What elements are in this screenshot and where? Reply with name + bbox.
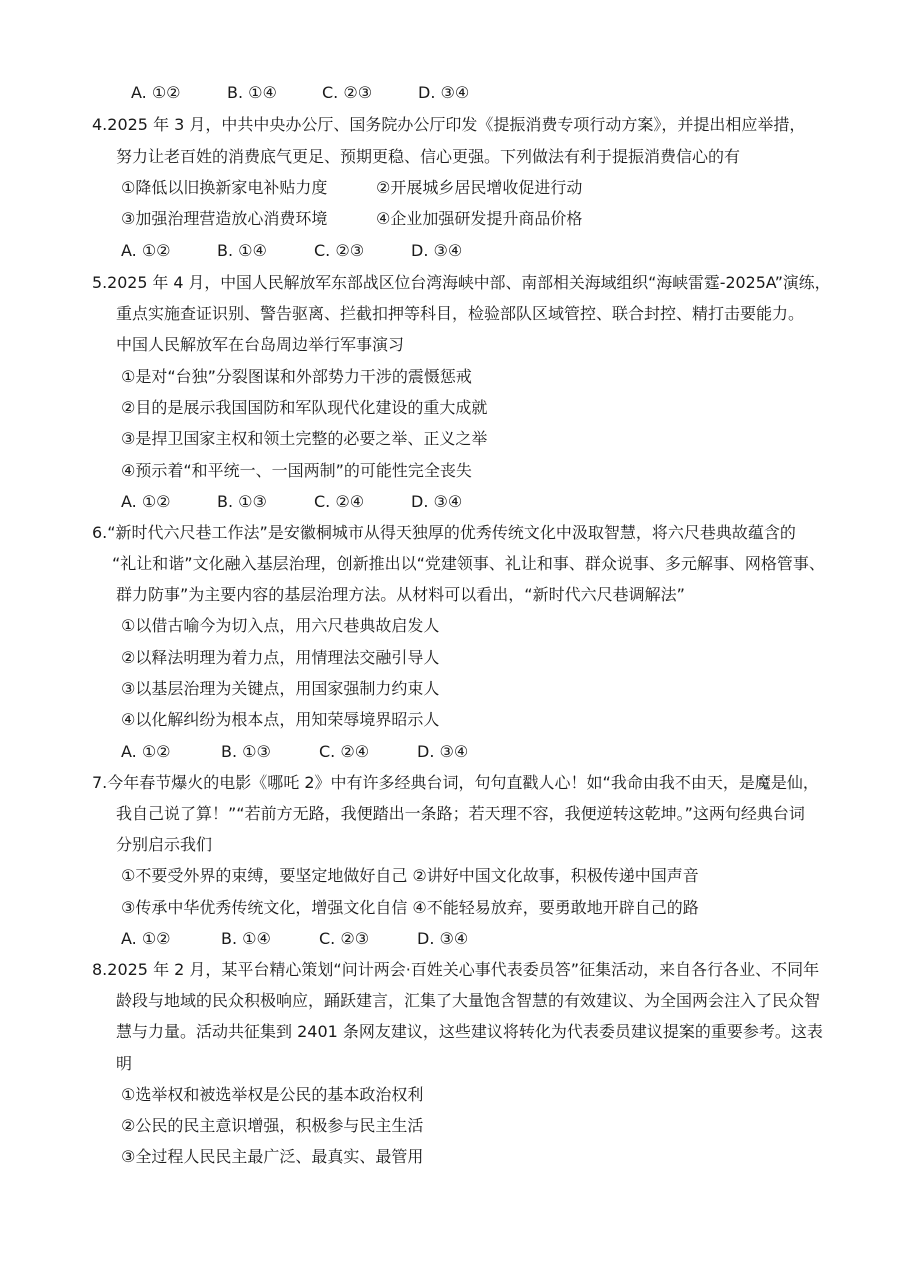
q6-stem-line-2: “礼让和谐”文化融入基层治理，创新推出以“党建领事、礼让和事、群众说事、多元解事、网格管事、 [112,554,825,573]
q7-option-line-2: ③传承中华优秀传统文化，增强文化自信 ④不能轻易放弃，要勇敢地开辟自己的路 [121,898,699,917]
q4-option-3: ③加强治理营造放心消费环境 [121,209,328,228]
q7-answer-c: C. ②③ [319,929,370,948]
q3-answer-b: B. ①④ [227,83,277,102]
q4-stem-line-2: 努力让老百姓的消费底气更足、预期更稳、信心更强。下列做法有利于提振消费信心的有 [116,147,741,166]
q5-answer-b: B. ①③ [217,492,267,511]
q7-stem-line-1: 7.今年春节爆火的电影《哪吒 2》中有许多经典台词，句句直戳人心！如“我命由我不由天，是魔是仙， [92,773,819,792]
q8-stem-line-3: 慧与力量。活动共征集到 2401 条网友建议，这些建议将转化为代表委员建议提案的重要参考。这表 [116,1022,823,1041]
q5-option-1: ①是对“台独”分裂图谋和外部势力干涉的震慑惩戒 [121,367,472,386]
q4-option-4: ④企业加强研发提升商品价格 [376,209,583,228]
q3-answer-d: D. ③④ [418,83,470,102]
q5-stem-line-2: 重点实施查证识别、警告驱离、拦截扣押等科目，检验部队区域管控、联合封控、精打击要能力。 [116,304,805,323]
q4-answer-d: D. ③④ [411,241,463,260]
q6-option-1: ①以借古喻今为切入点，用六尺巷典故启发人 [121,616,440,635]
q7-stem-line-2: 我自己说了算！”“若前方无路，我便踏出一条路；若天理不容，我便逆转这乾坤。”这两句经典台词 [116,804,805,823]
q5-option-2: ②目的是展示我国国防和军队现代化建设的重大成就 [121,398,488,417]
q8-option-1: ①选举权和被选举权是公民的基本政治权利 [121,1085,424,1104]
q7-answer-d: D. ③④ [417,929,469,948]
q6-answer-c: C. ②④ [319,742,370,761]
q4-answer-a: A. ①② [121,241,171,260]
q8-stem-line-2: 龄段与地域的民众积极响应，踊跃建言，汇集了大量饱含智慧的有效建议、为全国两会注入了民众智 [116,991,821,1010]
q3-answer-c: C. ②③ [322,83,373,102]
q7-option-line-1: ①不要受外界的束缚，要坚定地做好自己 ②讲好中国文化故事，积极传递中国声音 [121,866,699,885]
q5-answer-d: D. ③④ [411,492,463,511]
q7-stem-line-3: 分别启示我们 [116,835,213,854]
q6-answer-b: B. ①③ [221,742,271,761]
q4-option-2: ②开展城乡居民增收促进行动 [376,178,583,197]
q6-stem-line-3: 群力防事”为主要内容的基层治理方法。从材料可以看出，“新时代六尺巷调解法” [116,585,685,604]
q8-option-2: ②公民的民主意识增强，积极参与民主生活 [121,1116,424,1135]
q6-option-3: ③以基层治理为关键点，用国家强制力约束人 [121,679,440,698]
q5-answer-a: A. ①② [121,492,171,511]
q5-stem-line-1: 5.2025 年 4 月，中国人民解放军东部战区位台湾海峡中部、南部相关海域组织“海峡雷霆-2025A”演练， [92,273,831,292]
q8-stem-line-1: 8.2025 年 2 月，某平台精心策划“问计两会·百姓关心事代表委员答”征集活动，来自各行各业、不同年 [92,960,820,979]
q7-answer-a: A. ①② [121,929,171,948]
q3-answer-a: A. ①② [131,83,181,102]
q4-answer-b: B. ①④ [217,241,267,260]
q6-answer-a: A. ①② [121,742,171,761]
q8-stem-line-4: 明 [116,1054,133,1073]
q8-option-3: ③全过程人民民主最广泛、最真实、最管用 [121,1147,424,1166]
q6-answer-d: D. ③④ [417,742,469,761]
q4-answer-c: C. ②③ [314,241,365,260]
q4-option-1: ①降低以旧换新家电补贴力度 [121,178,328,197]
q4-stem-line-1: 4.2025 年 3 月，中共中央办公厅、国务院办公厅印发《提振消费专项行动方案》，并提出相应举措， [92,115,806,134]
q5-option-3: ③是捍卫国家主权和领土完整的必要之举、正义之举 [121,429,488,448]
q5-stem-line-3: 中国人民解放军在台岛周边举行军事演习 [116,335,405,354]
q6-option-4: ④以化解纠纷为根本点，用知荣辱境界昭示人 [121,710,440,729]
q5-answer-c: C. ②④ [314,492,365,511]
q6-option-2: ②以释法明理为着力点，用情理法交融引导人 [121,648,440,667]
q6-stem-line-1: 6.“新时代六尺巷工作法”是安徽桐城市从得天独厚的优秀传统文化中汲取智慧，将六尺巷典故蕴含的 [92,523,796,542]
q5-option-4: ④预示着“和平统一、一国两制”的可能性完全丧失 [121,461,472,480]
q7-answer-b: B. ①④ [221,929,271,948]
